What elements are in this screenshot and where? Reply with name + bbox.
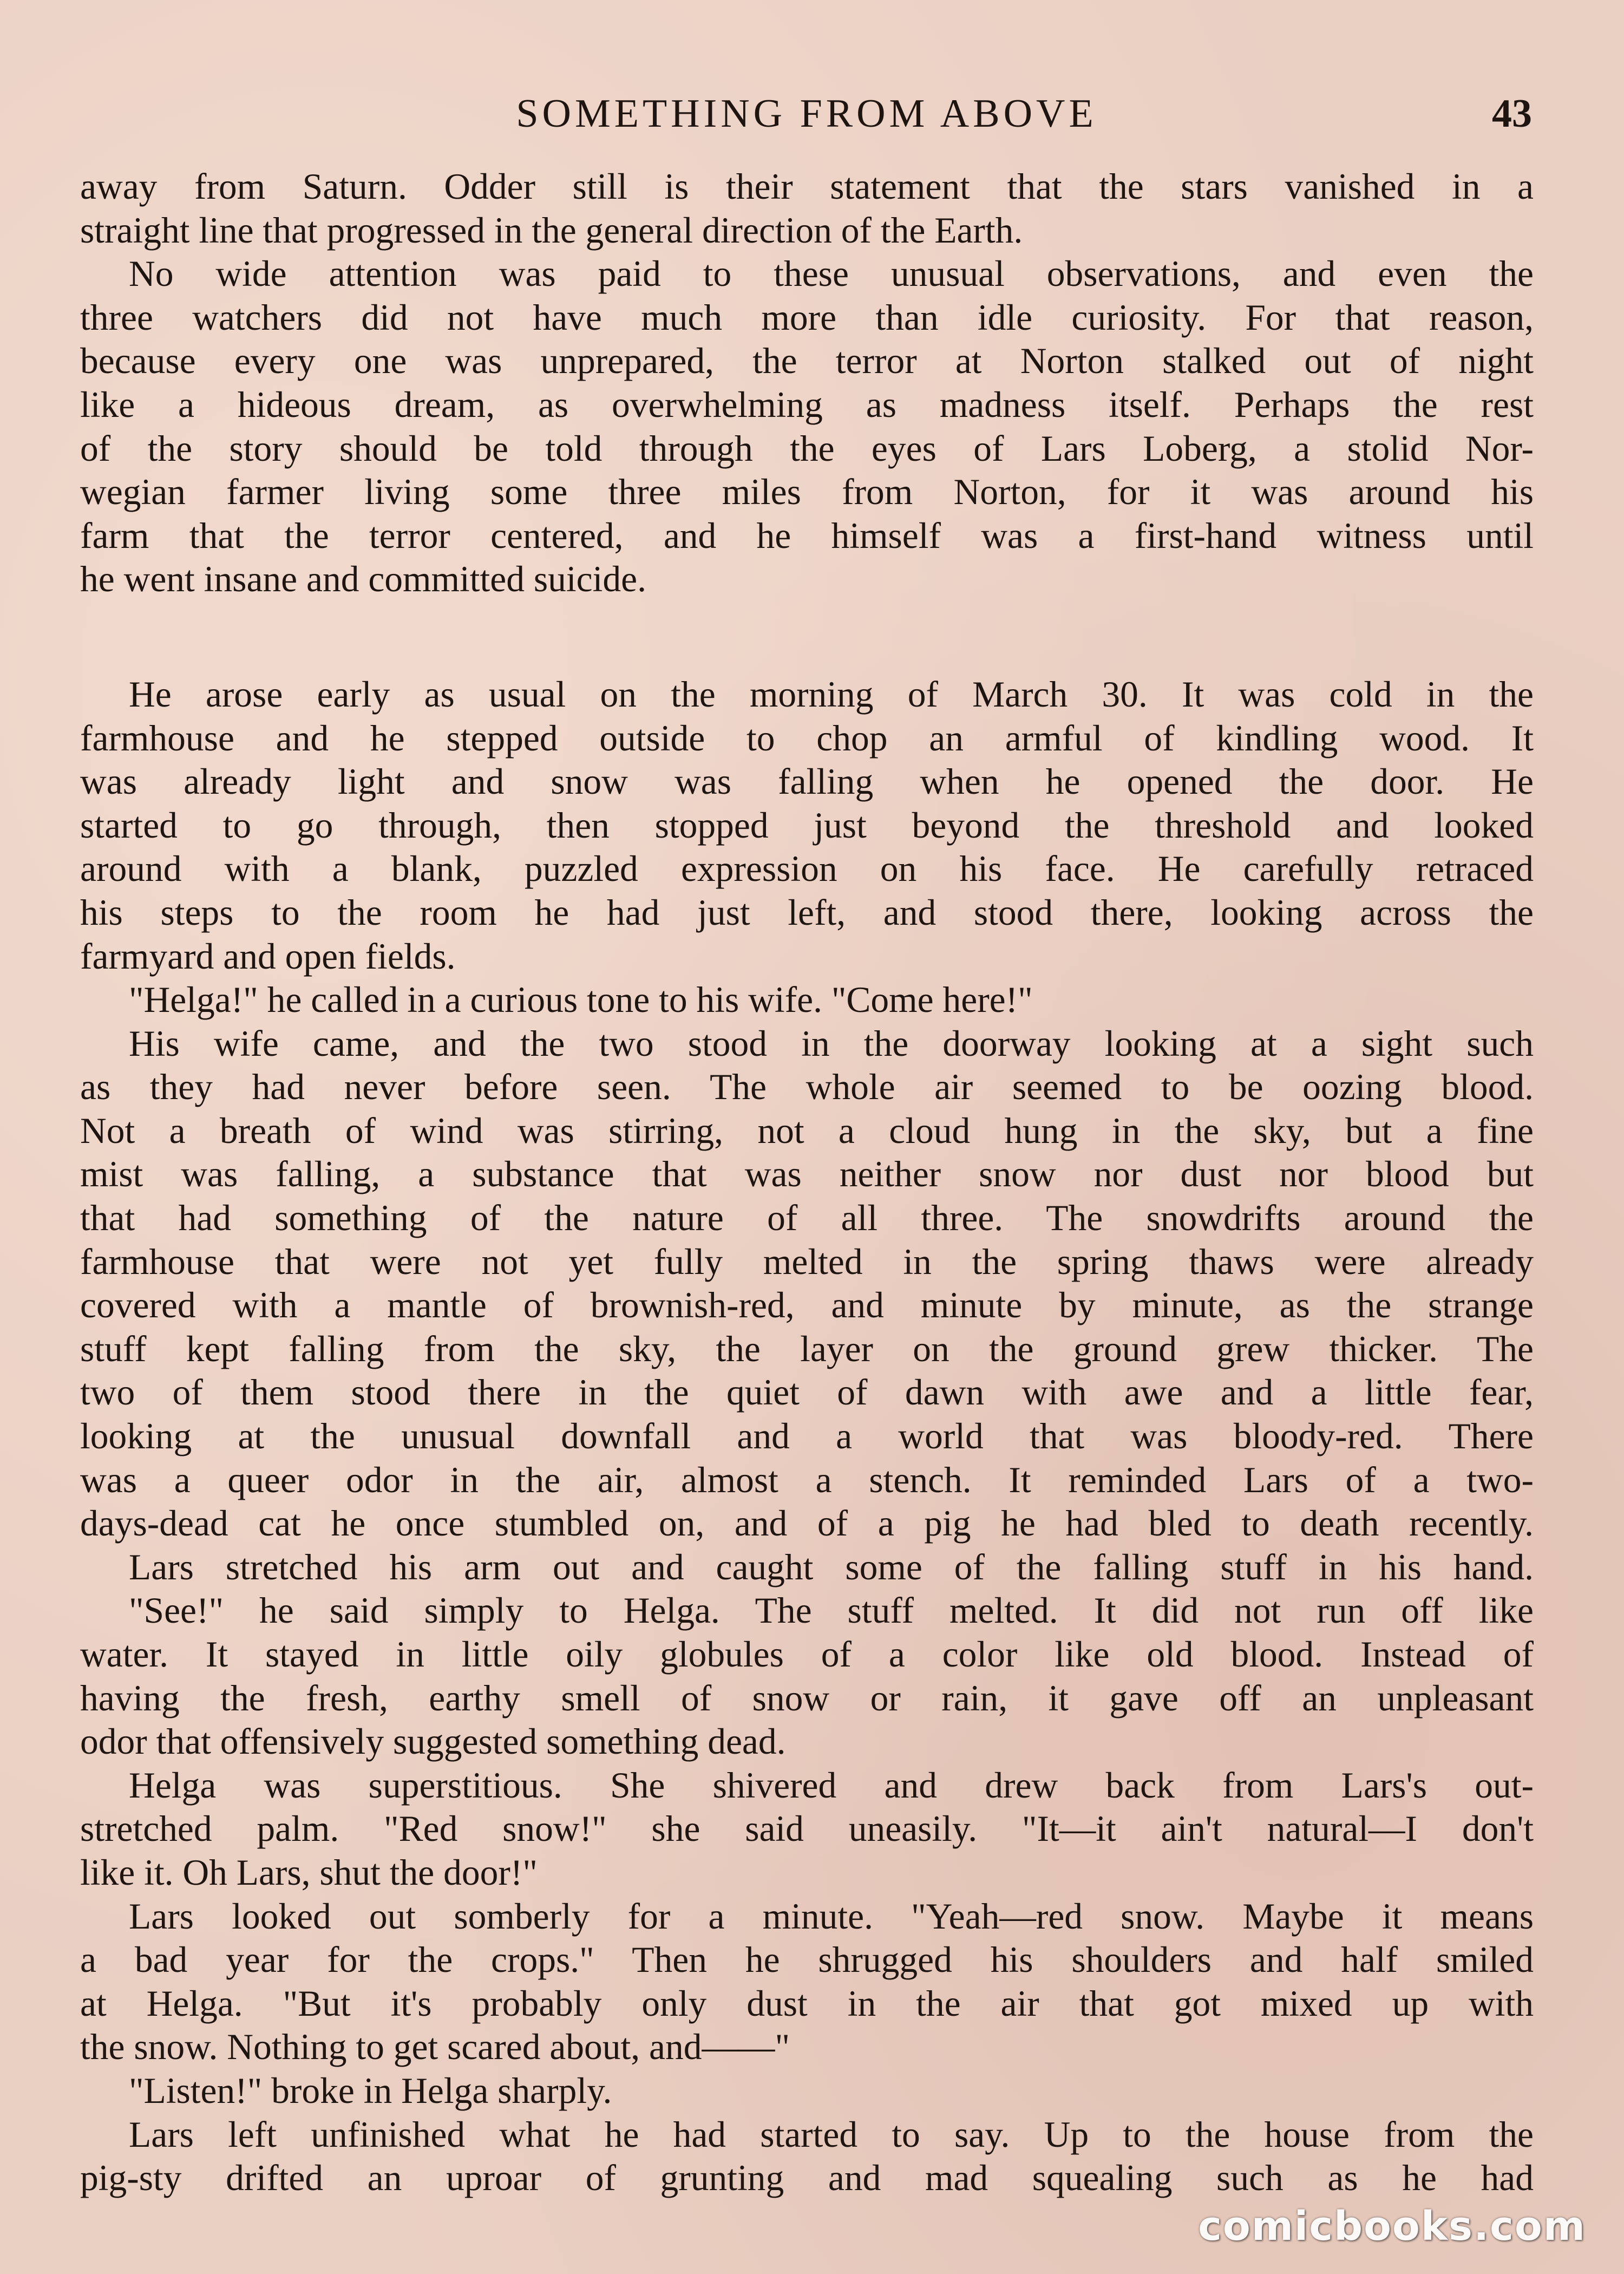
paragraph: [80, 1022, 1534, 1546]
running-head: [81, 81, 1532, 146]
text-line: started to go through, then stopped just beyond the threshold and looked: [80, 805, 1534, 846]
text-line: days-dead cat he once stumbled on, and of a pig he had bled to death recently.: [80, 1503, 1534, 1544]
text-line: two of them stood there in the quiet of dawn with awe and a little fear,: [80, 1372, 1534, 1413]
text-line: having the fresh, earthy smell of snow or rain, it gave off an unpleasant: [80, 1677, 1534, 1718]
text-line: of the story should be told through the eyes of Lars Loberg, a stolid Nor-: [80, 428, 1534, 469]
text-line: like it. Oh Lars, shut the door!": [80, 1852, 538, 1893]
text-line: farmhouse that were not yet fully melted in the spring thaws were already: [80, 1241, 1534, 1282]
text-line: at Helga. "But it's probably only dust in the air that got mixed up with: [80, 1983, 1534, 2024]
text-line: Not a breath of wind was stirring, not a cloud hung in the sky, but a fine: [80, 1110, 1534, 1151]
text-line: His wife came, and the two stood in the doorway looking at a sight such: [129, 1023, 1534, 1064]
text-line: looking at the unusual downfall and a world that was bloody-red. There: [80, 1416, 1534, 1457]
text-line: "Helga!" he called in a curious tone to his wife. "Come here!": [129, 979, 1033, 1021]
text-line: three watchers did not have much more than idle curiosity. For that reason,: [80, 297, 1534, 338]
paragraph: [80, 2113, 1534, 2200]
text-line: away from Saturn. Odder still is their statement that the stars vanished in a: [80, 166, 1534, 207]
text-line: was already light and snow was falling when he opened the door. He: [80, 761, 1534, 802]
text-line: a bad year for the crops." Then he shrugged his shoulders and half smiled: [80, 1939, 1534, 1981]
text-line: because every one was unprepared, the terror at Norton stalked out of night: [80, 341, 1534, 382]
text-line: water. It stayed in little oily globules of a color like old blood. Instead of: [80, 1634, 1534, 1675]
text-line: his steps to the room he had just left, and stood there, looking across the: [80, 892, 1534, 933]
body-text: [80, 165, 1534, 2200]
text-line: "Listen!" broke in Helga sharply.: [129, 2070, 612, 2111]
text-line: Lars left unfinished what he had started to say. Up to the house from the: [129, 2114, 1534, 2155]
text-line: like a hideous dream, as overwhelming as madness itself. Perhaps the rest: [80, 384, 1534, 425]
text-line: stuff kept falling from the sky, the layer on the ground grew thicker. The: [80, 1328, 1534, 1369]
text-line: No wide attention was paid to these unusual observations, and even the: [129, 253, 1534, 295]
site-watermark: comicbooks.com: [1198, 2203, 1586, 2250]
text-line: Lars looked out somberly for a minute. "Yeah—red snow. Maybe it means: [129, 1896, 1534, 1937]
text-line: farm that the terror centered, and he himself was a first-hand witness until: [80, 515, 1534, 556]
text-line: around with a blank, puzzled expression on his face. He carefully retraced: [80, 848, 1534, 890]
text-line: pig-sty drifted an uproar of grunting and mad squealing such as he had: [80, 2158, 1534, 2199]
text-line: farmyard and open fields.: [80, 936, 456, 977]
paragraph: [80, 1546, 1534, 1590]
section-break: [80, 602, 1534, 673]
paragraph: [80, 978, 1534, 1022]
text-line: farmhouse and he stepped outside to chop an armful of kindling wood. It: [80, 717, 1534, 759]
paragraph: [80, 1589, 1534, 1763]
text-line: straight line that progressed in the general direction of the Earth.: [80, 210, 1023, 251]
paragraph: [80, 673, 1534, 978]
page-number: 43: [1492, 92, 1532, 136]
text-line: He arose early as usual on the morning of March 30. It was cold in the: [129, 674, 1534, 715]
paragraph: [80, 2069, 1534, 2113]
text-line: as they had never before seen. The whole air seemed to be oozing blood.: [80, 1067, 1534, 1108]
paragraph: [80, 252, 1534, 602]
running-title: SOMETHING FROM ABOVE: [516, 92, 1097, 136]
paragraph: [80, 1895, 1534, 2069]
text-line: wegian farmer living some three miles from Norton, for it was around his: [80, 472, 1534, 513]
paragraph: [80, 165, 1534, 252]
text-line: was a queer odor in the air, almost a stench. It reminded Lars of a two-: [80, 1459, 1534, 1500]
text-line: stretched palm. "Red snow!" she said uneasily. "It—it ain't natural—I don't: [80, 1808, 1534, 1850]
text-line: the snow. Nothing to get scared about, and——": [80, 2027, 790, 2068]
text-line: covered with a mantle of brownish-red, and minute by minute, as the strange: [80, 1285, 1534, 1326]
text-line: Helga was superstitious. She shivered and drew back from Lars's out-: [129, 1765, 1534, 1806]
text-line: mist was falling, a substance that was neither snow nor dust nor blood but: [80, 1154, 1534, 1195]
text-line: "See!" he said simply to Helga. The stuff melted. It did not run off like: [129, 1590, 1534, 1631]
text-line: he went insane and committed suicide.: [80, 559, 646, 600]
text-line: that had something of the nature of all three. The snowdrifts around the: [80, 1198, 1534, 1239]
paragraph: [80, 1764, 1534, 1895]
text-line: Lars stretched his arm out and caught some of the falling stuff in his hand.: [129, 1546, 1534, 1587]
text-line: odor that offensively suggested something dead.: [80, 1721, 786, 1762]
